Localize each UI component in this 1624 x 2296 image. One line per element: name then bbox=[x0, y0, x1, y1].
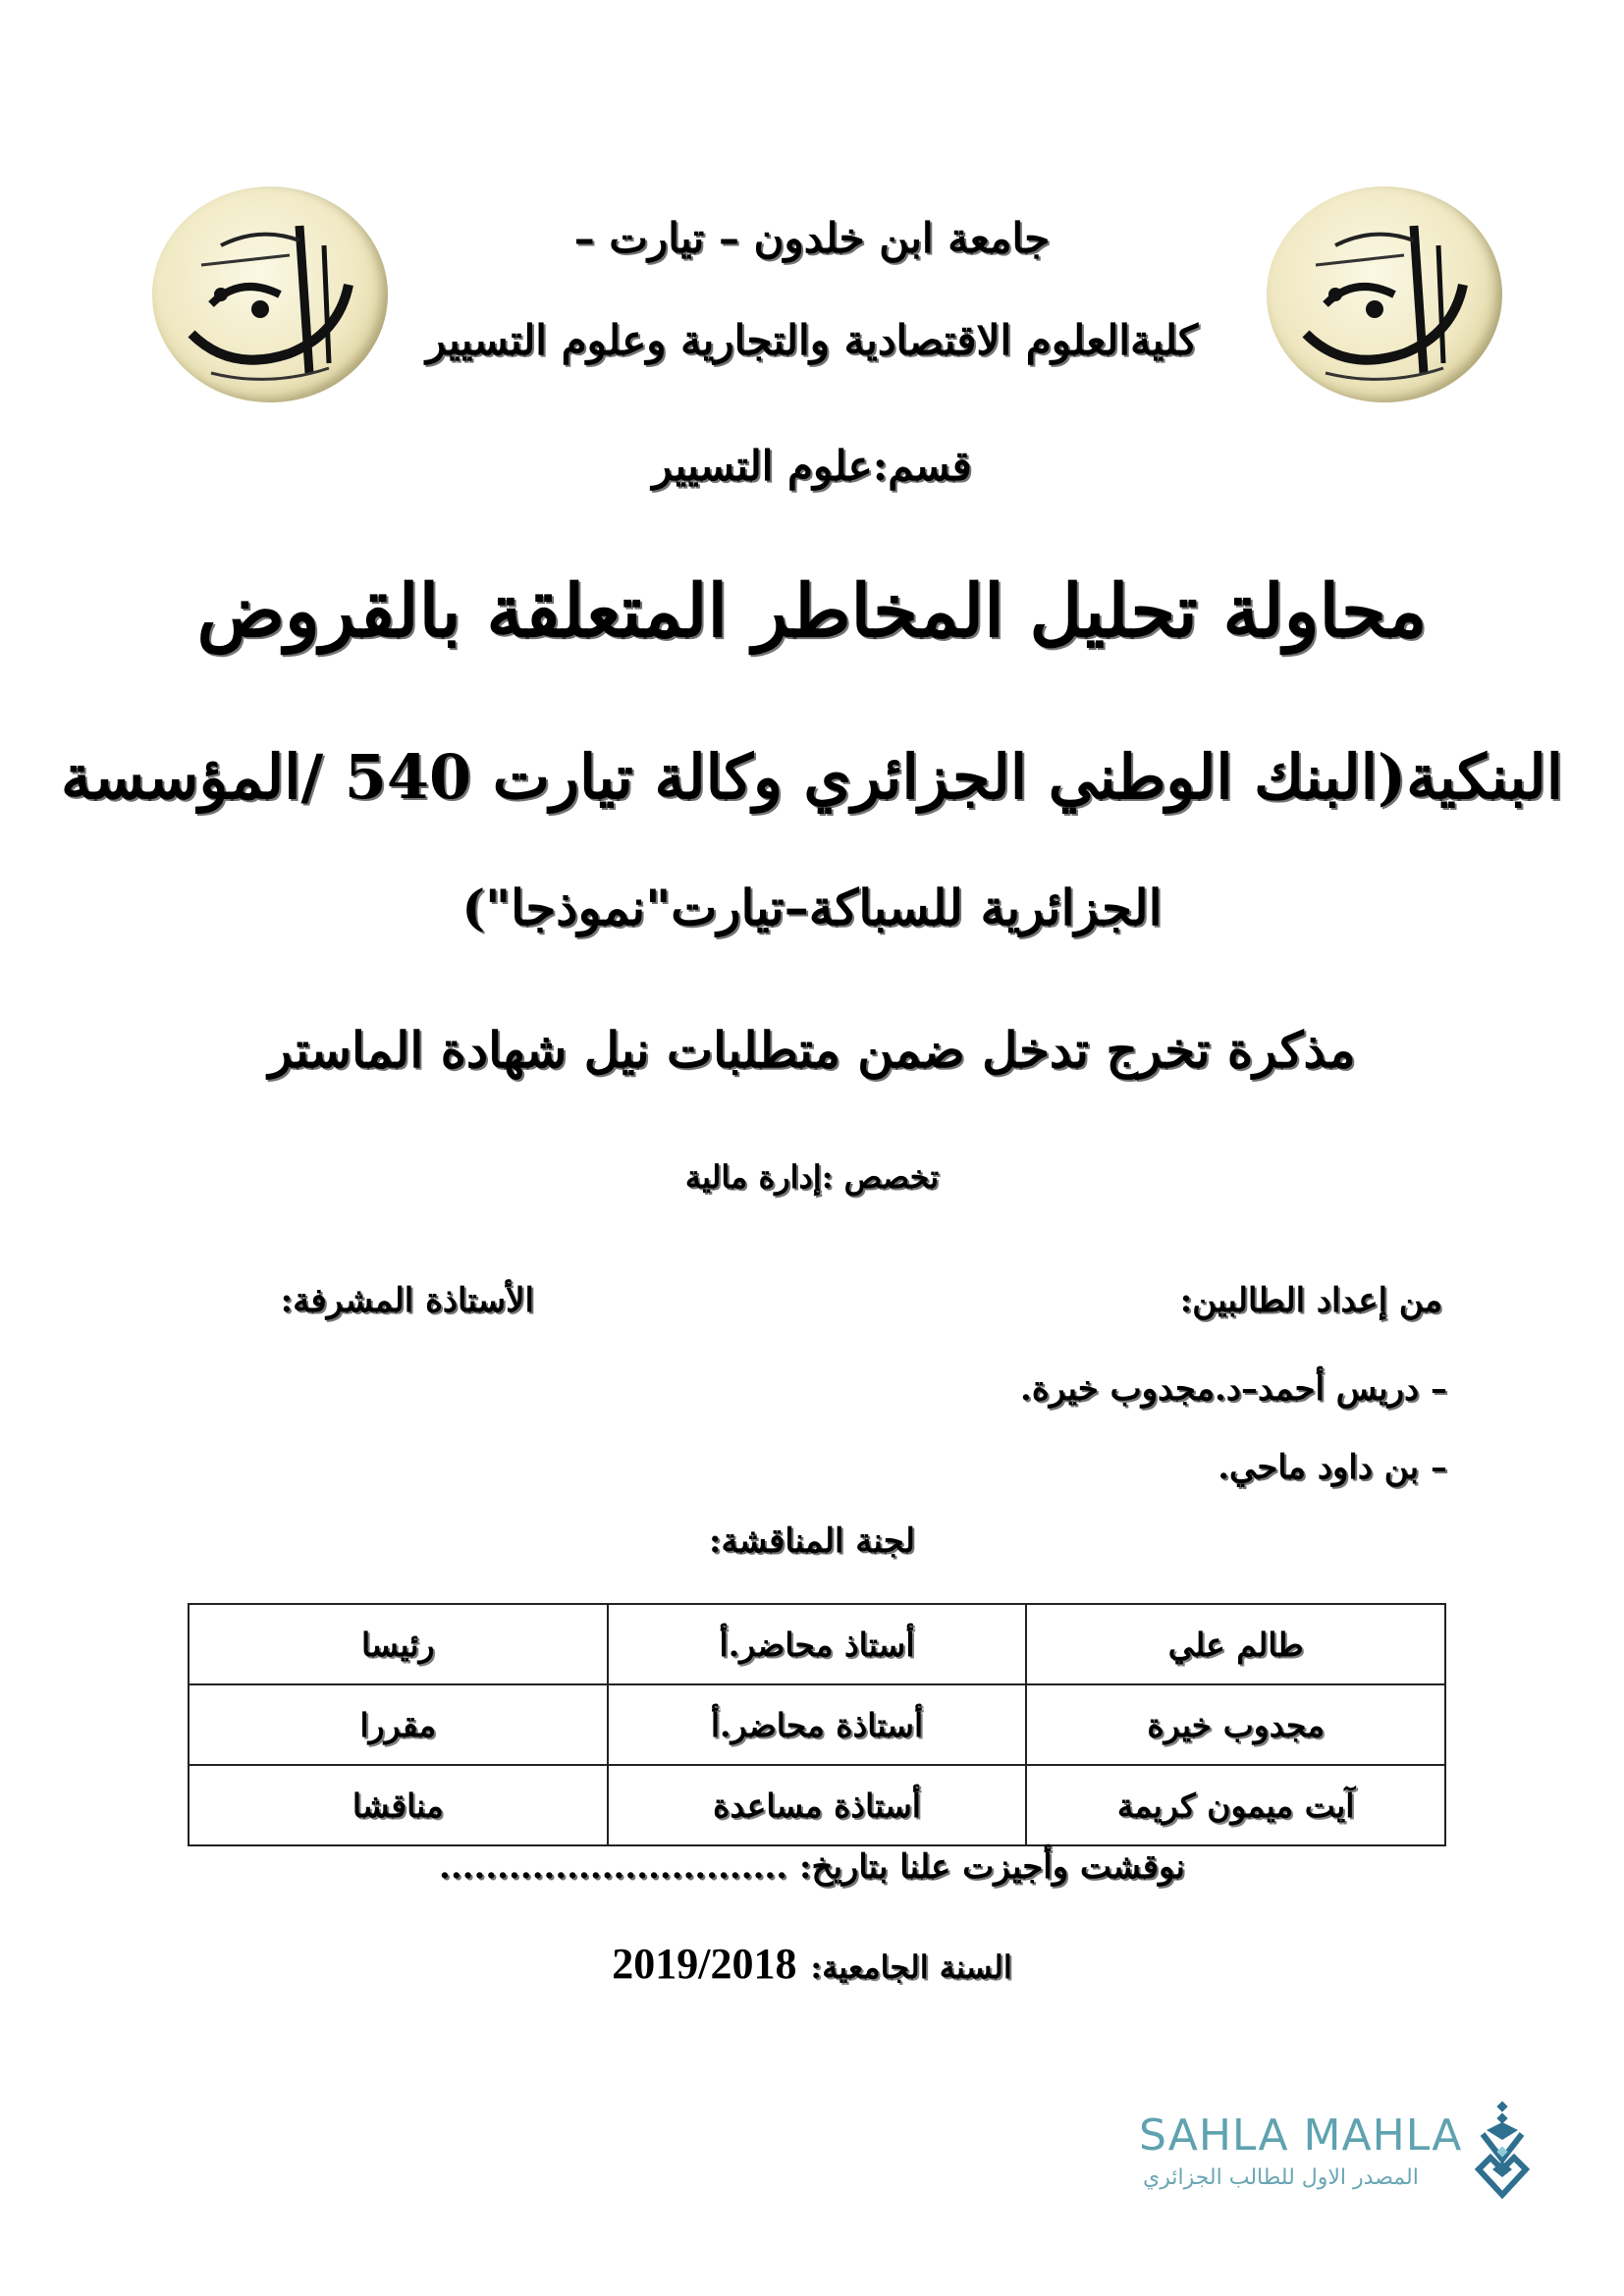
member-name: آيت ميمون كريمة bbox=[1026, 1765, 1445, 1845]
university-name: جامعة ابن خلدون – تيارت – bbox=[573, 214, 1051, 262]
member-role: مقررا bbox=[189, 1684, 608, 1765]
committee-table bbox=[188, 1603, 1446, 1846]
specialization: تخصص :إدارة مالية bbox=[684, 1158, 940, 1196]
students-label: من إعداد الطالبين: bbox=[1179, 1281, 1442, 1320]
committee-label: لجنة المناقشة: bbox=[708, 1522, 916, 1561]
member-role: رئيسا bbox=[189, 1604, 608, 1684]
thesis-title-line-3: الجزائرية للسباكة–تيارت"نموذجا") bbox=[461, 879, 1163, 936]
memo-statement: مذكرة تخرج تدخل ضمن متطلبات نيل شهادة الماستر bbox=[268, 1021, 1356, 1079]
academic-year-value: 2019/2018 bbox=[612, 1940, 797, 1988]
academic-year-label: السنة الجامعية: bbox=[810, 1949, 1012, 1986]
arabesque-logo-icon bbox=[1473, 2101, 1532, 2209]
brand-name: SAHLA MAHLA bbox=[1139, 2110, 1463, 2161]
member-rank: أستاذ محاضر.أ bbox=[608, 1604, 1027, 1684]
member-rank: أستاذة محاضر.أ bbox=[608, 1684, 1027, 1765]
thesis-title-line-1: محاولة تحليل المخاطر المتعلقة بالقروض bbox=[196, 569, 1428, 654]
brand-tagline: المصدر الاول للطالب الجزائري bbox=[1143, 2165, 1419, 2190]
thesis-title-line-2: البنكية(البنك الوطني الجزائري وكالة تيارت 540 /المؤسسة bbox=[61, 741, 1563, 813]
department-name: قسم:علوم التسيير bbox=[652, 442, 972, 490]
faculty-name: كليةالعلوم الاقتصادية والتجارية وعلوم التسيير bbox=[425, 316, 1199, 364]
academic-year bbox=[0, 1939, 1624, 1989]
table-row bbox=[189, 1604, 1445, 1684]
table-row bbox=[189, 1765, 1445, 1845]
member-rank: أستاذة مساعدة bbox=[608, 1765, 1027, 1845]
student-name: – بن داود ماحي. bbox=[1218, 1448, 1447, 1487]
discussion-date-line: نوقشت وأجيزت علنا بتاريخ: .............................. bbox=[439, 1847, 1185, 1887]
member-name: طالم علي bbox=[1026, 1604, 1445, 1684]
member-name: مجدوب خيرة bbox=[1026, 1684, 1445, 1765]
table-row bbox=[189, 1684, 1445, 1765]
supervisor-label: الأستاذة المشرفة: bbox=[280, 1281, 534, 1320]
sahla-mahla-watermark bbox=[1129, 2110, 1522, 2228]
student-name: – دريس أحمد–د.مجدوب خيرة. bbox=[1020, 1369, 1447, 1409]
member-role: مناقشا bbox=[189, 1765, 608, 1845]
